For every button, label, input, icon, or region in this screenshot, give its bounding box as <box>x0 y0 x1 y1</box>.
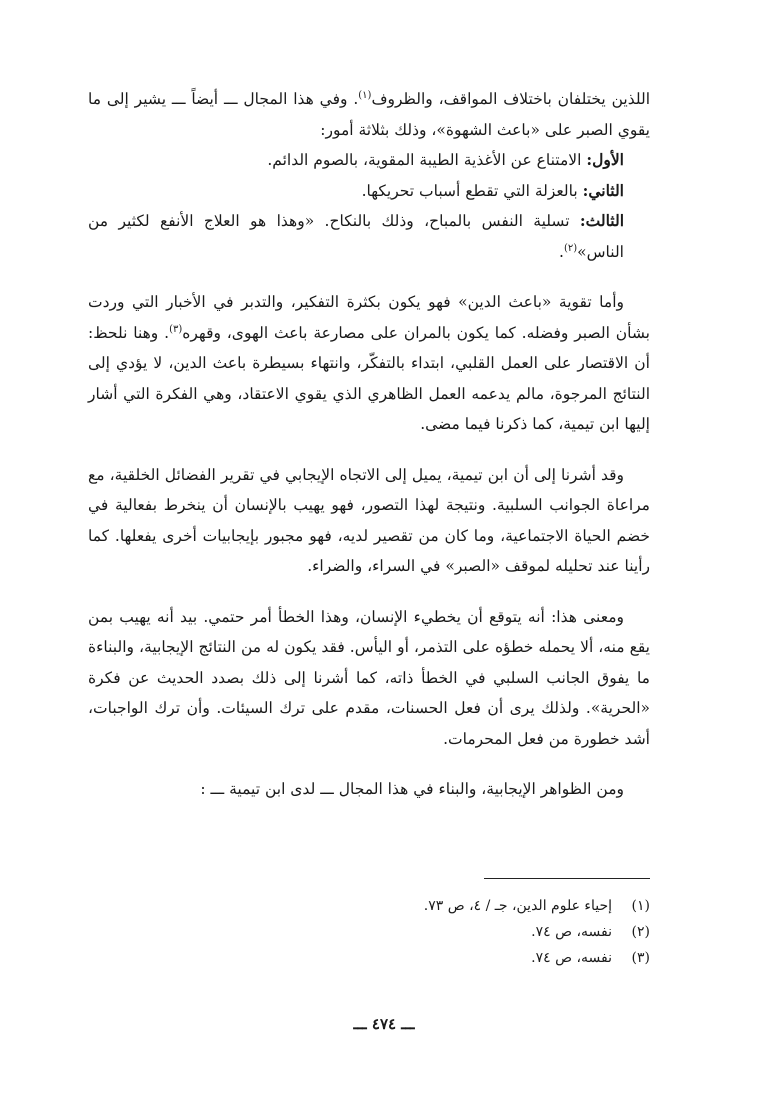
item-text: بالعزلة التي تقطع أسباب تحريكها. <box>361 181 578 200</box>
item-text: تسلية النفس بالمباح، وذلك بالنكاح. «وهذا هو العلاج الأنفع لكثير من الناس» <box>88 212 624 261</box>
footnote-ref-1[interactable]: (١) <box>358 89 372 101</box>
page-number: ـــ ٤٧٤ ـــ <box>353 1015 415 1033</box>
text-span: . وفي هذا المجال ـــ أيضاً ـــ يشير إلى ما يقوي الصبر على «باعث الشهوة»، وذلك بثلاثة أمور: <box>88 90 650 139</box>
footnote-3 <box>88 945 650 971</box>
paragraph-3: وقد أشرنا إلى أن ابن تيمية، يميل إلى الاتجاه الإيجابي في تقرير الفضائل الخلقية، مع مراعاة الجوانب السلبية. ونتيجة لهذا التصور، فهو يهيب بالإنسان أن ينخرط بفعالية في خضم الحياة الاجتماعية، وما كان من تقصير لديه، فهو مجبور بإيجابيات أخرى يفعلها. كما رأينا عند تحليله لموقف «الصبر» في السراء، والضراء. <box>88 465 650 575</box>
paragraph-1 <box>88 84 650 145</box>
text-span: . وهنا نلحظ: أن الاقتصار على العمل القلبي، ابتداء بالتفكّر، وانتهاء بسيطرة باعث الدين، لا يؤدي إلى النتائج المرجوة، مالم يدعمه العمل الظاهري الذي يقوي الاعتقاد، وهي الفكرة التي أشار إليها ابن تيمية، كما ذكرنا فيما مضى. <box>88 323 650 433</box>
text-span: اللذين يختلفان باختلاف المواقف، والظروف <box>371 90 650 108</box>
footnote-text: إحياء علوم الدين، جـ / ٤، ص ٧٣. <box>423 898 612 914</box>
item-label: الثالث: <box>579 211 624 230</box>
list-item-3 <box>88 206 650 267</box>
main-text <box>88 84 650 805</box>
footnote-separator <box>484 878 650 879</box>
footnote-number: (٢) <box>631 924 650 940</box>
item-text-end: . <box>559 242 564 261</box>
text-span: وأما تقوية «باعث الدين» فهو يكون بكثرة التفكير، والتدبر في الأخبار التي وردت بشأن الصبر وفضله. كما يكون بالمران على مصارعة باعث الهوى، وقهره <box>88 293 650 342</box>
item-text: الامتناع عن الأغذية الطيبة المقوية، بالصوم الدائم. <box>267 151 582 169</box>
footnotes <box>88 893 650 971</box>
footnote-number: (٣) <box>631 950 650 966</box>
item-label: الأول: <box>586 150 624 169</box>
paragraph-2 <box>88 287 650 440</box>
item-label: الثاني: <box>582 180 624 200</box>
footnote-number: (١) <box>631 898 650 914</box>
paragraph-4: ومعنى هذا: أنه يتوقع أن يخطيء الإنسان، وهذا الخطأ أمر حتمي. بيد أنه يهيب بمن يقع منه، ألا يحمله خطؤه على التذمر، أو اليأس. فقد يكون له من النتائج الإيجابية، والبناءة ما يفوق الجانب السلبي في الخطأ ذاته، كما أشرنا إلى ذلك بصدد الحديث عن فكرة «الحرية». ولذلك يرى أن فعل الحسنات، مقدم على ترك السيئات. وأن ترك الواجبات، أشد خطورة من فعل المحرمات. <box>88 607 650 748</box>
footnote-2 <box>88 919 650 945</box>
paragraph-5: ومن الظواهر الإيجابية، والبناء في هذا المجال ـــ لدى ابن تيمية ـــ : <box>200 780 624 798</box>
footnote-ref-3[interactable]: (٣) <box>169 323 183 335</box>
footnote-ref-2[interactable]: (٢) <box>563 242 578 254</box>
list-item-1 <box>88 145 650 176</box>
footnote-text: نفسه، ص ٧٤. <box>531 924 612 940</box>
list-item-2 <box>88 176 650 207</box>
footnote-1 <box>88 893 650 919</box>
footnote-text: نفسه، ص ٧٤. <box>531 950 612 966</box>
